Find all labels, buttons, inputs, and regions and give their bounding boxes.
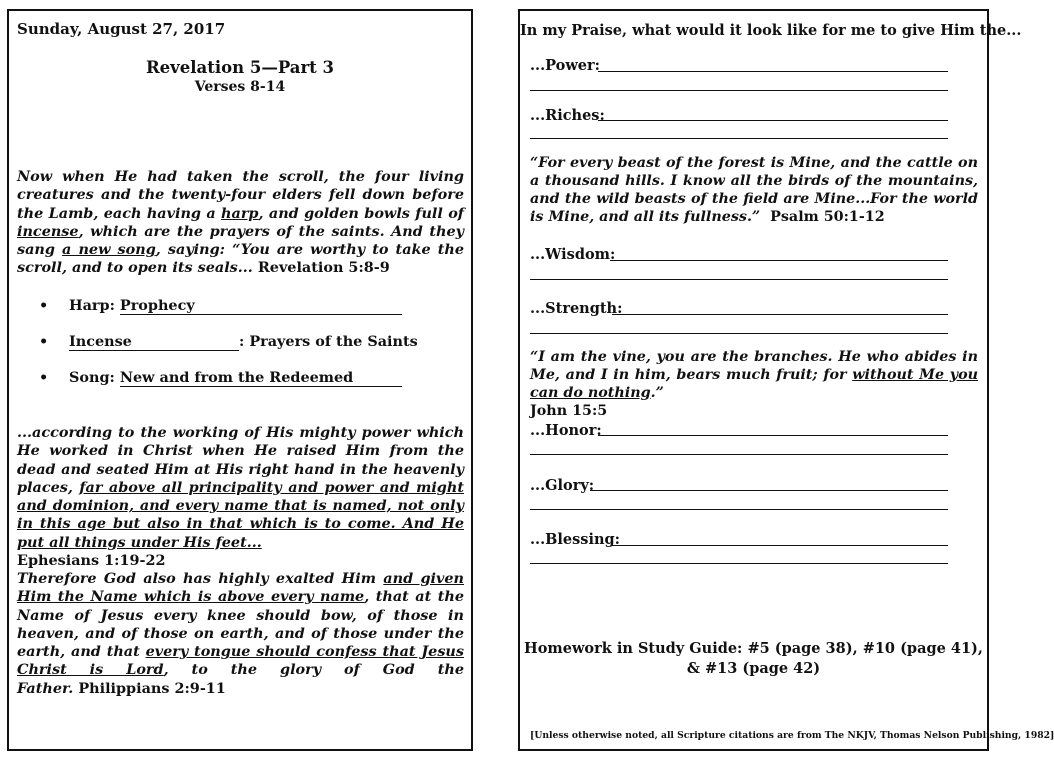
- prompt-wisdom: ...Wisdom:: [530, 246, 616, 263]
- bullet-incense: • Incense : Prayers of the Saints: [39, 333, 418, 350]
- prompt-honor: ...Honor:: [530, 422, 602, 439]
- answer-line[interactable]: [612, 545, 948, 546]
- praise-heading: In my Praise, what would it look like for me to give Him the...: [520, 22, 1022, 39]
- page-subtitle: Verses 8-14: [194, 79, 286, 95]
- homework-note: [520, 639, 987, 679]
- answer-line[interactable]: [530, 563, 948, 564]
- scripture-ephesians: ...according to the working of His mighty power which He worked in Christ when He raised Him from the dead and seated Him at His right hand in the heavenly places, far above all principality and power and might and dominion, and every name that is named, not only in this age but also in that which is to come. And He put all things under His feet... Ephesians 1:19-22: [17, 424, 464, 570]
- answer-line[interactable]: [598, 435, 948, 436]
- answer-line[interactable]: [598, 71, 948, 72]
- bullet-harp: • Harp: Prophecy: [39, 297, 402, 315]
- answer-line[interactable]: [530, 138, 948, 139]
- scripture-john: “I am the vine, you are the branches. He who abides in Me, and I in him, bears much fruit; for without Me you can do nothing.” John 15:5: [530, 349, 978, 419]
- prompt-strength: ...Strength:: [530, 300, 623, 317]
- answer-line[interactable]: [530, 509, 948, 510]
- scripture-philippians: Therefore God also has highly exalted Him and given Him the Name which is above every name, that at the Name of Jesus every knee should bow, of those in heaven, and of those on earth, and of those under the earth, and that every tongue should confess that Jesus Christ is Lord, to the glory of God the Father. Philippians 2:9-11: [17, 570, 465, 697]
- prompt-glory: ...Glory:: [530, 477, 595, 494]
- answer-line[interactable]: [530, 90, 948, 91]
- bullet-dot: •: [39, 369, 49, 386]
- bullet-dot: •: [39, 333, 49, 350]
- bullet-dot: •: [39, 297, 49, 314]
- answer-line[interactable]: [610, 260, 948, 261]
- right-panel: [518, 9, 1054, 751]
- prompt-riches: ...Riches:: [530, 107, 605, 124]
- answer-line[interactable]: [530, 454, 948, 455]
- prompt-blessing: ...Blessing:: [530, 531, 621, 548]
- homework-line: Homework in Study Guide: #5 (page 38), #10 (page 41),: [524, 640, 983, 657]
- left-panel: [7, 9, 473, 751]
- answer-line[interactable]: [530, 279, 948, 280]
- scripture-psalm: “For every beast of the forest is Mine, and the cattle on a thousand hills. I know all the birds of the mountains, and the wild beasts of the field are Mine...For the world is Mine, and all its fullness.” Psalm 50:1-12: [530, 155, 978, 225]
- page-title: Revelation 5—Part 3: [145, 58, 335, 77]
- answer-line[interactable]: [598, 120, 948, 121]
- homework-line: & #13 (page 42): [686, 660, 821, 677]
- answer-line[interactable]: [612, 314, 948, 315]
- answer-line[interactable]: [590, 490, 948, 491]
- date-heading: Sunday, August 27, 2017: [17, 20, 226, 38]
- citation-note: [Unless otherwise noted, all Scripture citations are from The NKJV, Thomas Nelson Publishing, 1982]: [530, 730, 1054, 741]
- bullet-song: • Song: New and from the Redeemed: [39, 369, 402, 387]
- scripture-revelation: Now when He had taken the scroll, the four living creatures and the twenty-four elders fell down before the Lamb, each having a harp, and golden bowls full of incense, which are the prayers of the saints. And they sang a new song, saying: “You are worthy to take the scroll, and to open its seals... Revelation 5:8-9: [17, 168, 464, 277]
- answer-line[interactable]: [530, 333, 948, 334]
- prompt-power: ...Power:: [530, 57, 601, 74]
